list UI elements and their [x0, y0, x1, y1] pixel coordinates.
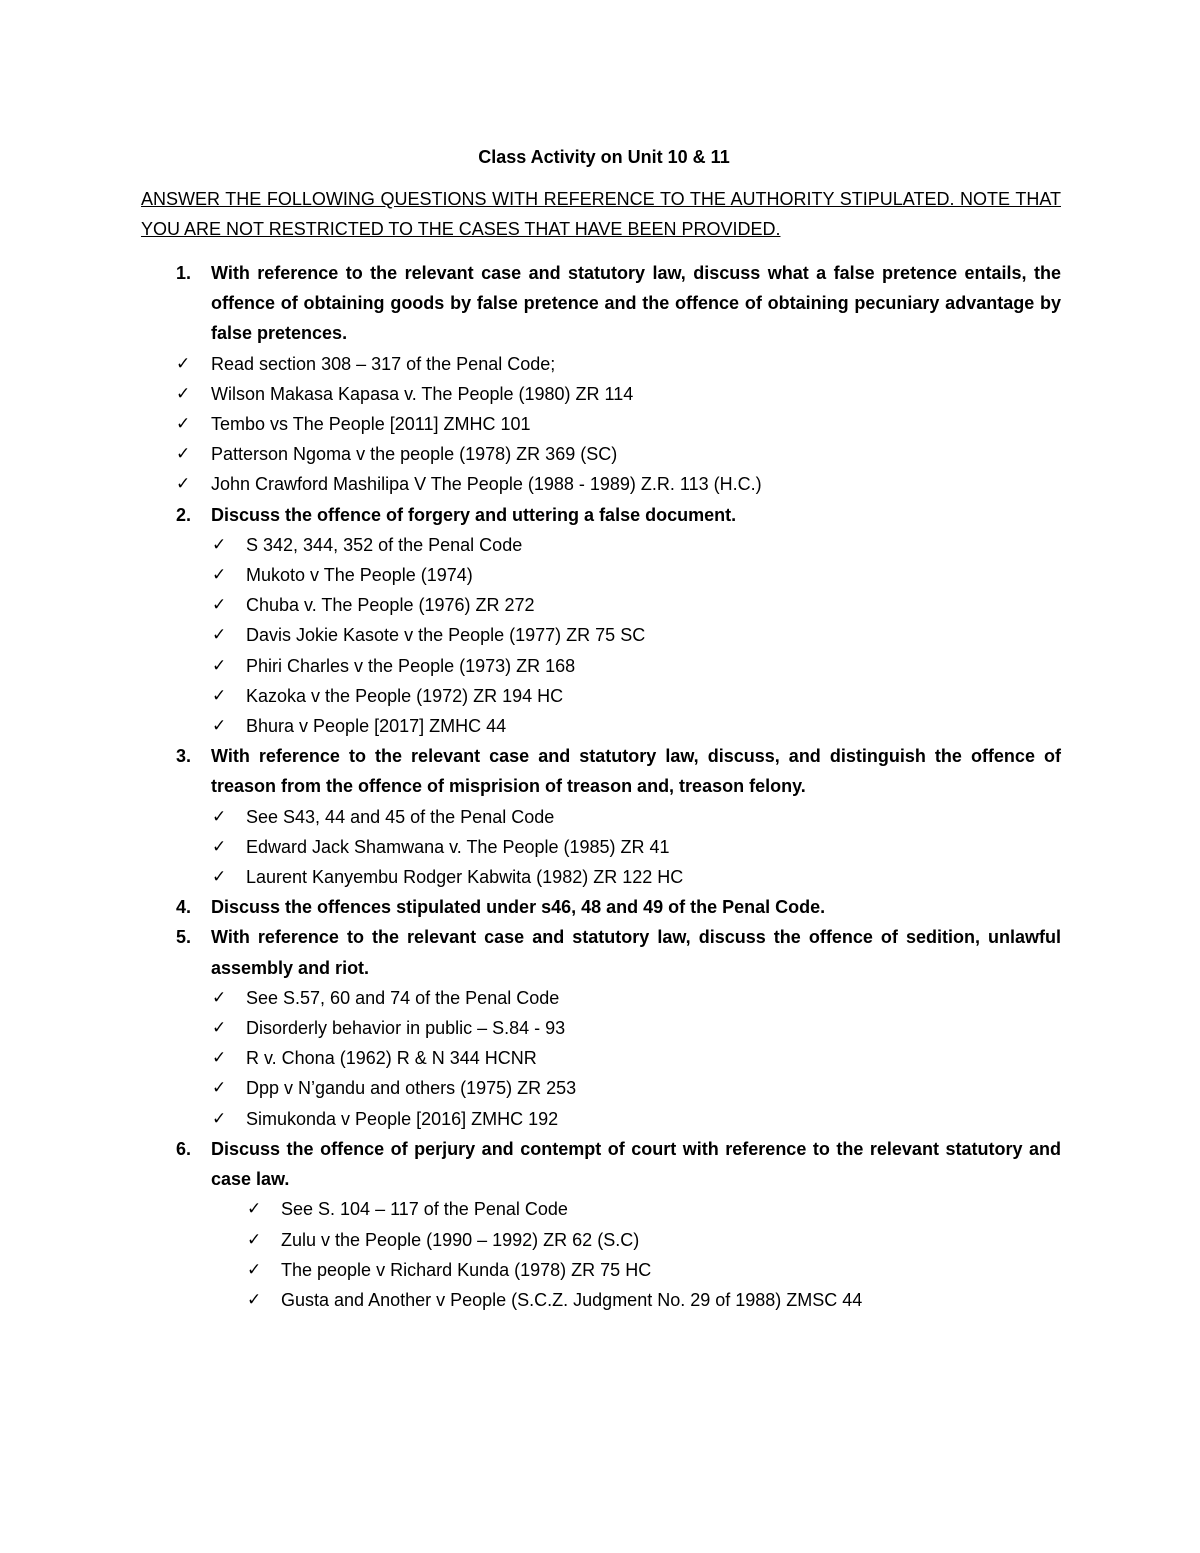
- reference-text: Simukonda v People [2016] ZMHC 192: [246, 1108, 559, 1129]
- reference-text: John Crawford Mashilipa V The People (1988 - 1989) Z.R. 113 (H.C.): [211, 474, 762, 495]
- checkmark-icon: ✓: [247, 1199, 262, 1220]
- reference-item: [141, 409, 1061, 439]
- reference-item: [141, 832, 1061, 862]
- question-number: 6.: [176, 1138, 192, 1159]
- question-number: 5.: [176, 927, 192, 948]
- question-number: 1.: [176, 263, 192, 283]
- reference-item: [141, 560, 1061, 590]
- reference-list: [141, 349, 1061, 500]
- reference-text: Phiri Charles v the People (1973) ZR 168: [246, 655, 576, 676]
- reference-item: [141, 802, 1061, 832]
- reference-text: Disorderly behavior in public – S.84 - 93: [246, 1018, 566, 1039]
- reference-item: [141, 1255, 1061, 1285]
- checkmark-icon: ✓: [176, 474, 191, 495]
- reference-item: [141, 1285, 1061, 1315]
- reference-text: Edward Jack Shamwana v. The People (1985) ZR 41: [246, 836, 670, 857]
- document-title: Class Activity on Unit 10 & 11: [478, 147, 730, 167]
- question-4: [141, 892, 1061, 922]
- question-number: 2.: [176, 504, 192, 525]
- checkmark-icon: ✓: [212, 595, 227, 616]
- reference-text: Laurent Kanyembu Rodger Kabwita (1982) ZR 122 HC: [246, 867, 684, 888]
- reference-item: [141, 530, 1061, 560]
- reference-list: [141, 802, 1061, 893]
- question-number: 3.: [176, 746, 192, 767]
- reference-item: [141, 862, 1061, 892]
- reference-item: [141, 1104, 1061, 1134]
- reference-item: [141, 1013, 1061, 1043]
- reference-text: The people v Richard Kunda (1978) ZR 75 HC: [281, 1259, 652, 1280]
- reference-text: S 342, 344, 352 of the Penal Code: [246, 534, 523, 555]
- reference-list: [141, 983, 1061, 1134]
- checkmark-icon: ✓: [247, 1289, 262, 1310]
- reference-item: [141, 590, 1061, 620]
- reference-item: [141, 681, 1061, 711]
- checkmark-icon: ✓: [212, 836, 227, 857]
- checkmark-icon: ✓: [247, 1229, 262, 1250]
- reference-text: Tembo vs The People [2011] ZMHC 101: [211, 414, 531, 435]
- reference-item: [141, 379, 1061, 409]
- reference-item: [141, 349, 1061, 379]
- checkmark-icon: ✓: [212, 867, 227, 888]
- reference-text: Zulu v the People (1990 – 1992) ZR 62 (S.C): [281, 1229, 640, 1250]
- question-text: With reference to the relevant case and statutory law, discuss the offence of sedition, unlawful assembly and riot.: [211, 927, 1061, 978]
- checkmark-icon: ✓: [212, 534, 227, 555]
- reference-item: [141, 620, 1061, 650]
- checkmark-icon: ✓: [212, 565, 227, 586]
- checkmark-icon: ✓: [212, 655, 227, 676]
- reference-item: [141, 439, 1061, 469]
- reference-text: Bhura v People [2017] ZMHC 44: [246, 716, 507, 737]
- reference-item: [141, 651, 1061, 681]
- reference-text: Wilson Makasa Kapasa v. The People (1980) ZR 114: [211, 383, 634, 404]
- question-text: Discuss the offence of forgery and uttering a false document.: [211, 504, 737, 525]
- question-text: With reference to the relevant case and statutory law, discuss what a false pretence entails, the offence of obtaining goods by false pretence and the offence of obtaining pecuniary advantage by false pretences.: [211, 263, 1061, 344]
- reference-text: Mukoto v The People (1974): [246, 565, 473, 586]
- question-number: 4.: [176, 897, 192, 918]
- question-2: [141, 500, 1061, 742]
- reference-item: [141, 983, 1061, 1013]
- reference-item: [141, 1225, 1061, 1255]
- question-text: Discuss the offences stipulated under s46, 48 and 49 of the Penal Code.: [211, 897, 826, 918]
- reference-text: See S43, 44 and 45 of the Penal Code: [246, 806, 555, 827]
- question-list: [141, 258, 1061, 1315]
- checkmark-icon: ✓: [212, 625, 227, 646]
- reference-text: Gusta and Another v People (S.C.Z. Judgment No. 29 of 1988) ZMSC 44: [281, 1289, 863, 1310]
- reference-item: [141, 469, 1061, 499]
- question-3: [141, 741, 1061, 892]
- reference-text: R v. Chona (1962) R & N 344 HCNR: [246, 1048, 537, 1069]
- reference-item: [141, 711, 1061, 741]
- reference-text: See S.57, 60 and 74 of the Penal Code: [246, 987, 560, 1008]
- question-text: With reference to the relevant case and statutory law, discuss, and distinguish the offence of treason from the offence of misprision of treason and, treason felony.: [211, 746, 1061, 797]
- checkmark-icon: ✓: [176, 414, 191, 435]
- reference-item: [141, 1073, 1061, 1103]
- instruction-text: ANSWER THE FOLLOWING QUESTIONS WITH REFERENCE TO THE AUTHORITY STIPULATED. NOTE THAT YOU ARE NOT RESTRICTED TO THE CASES THAT HAVE BEEN PROVIDED.: [141, 189, 1061, 239]
- reference-text: Read section 308 – 317 of the Penal Code;: [211, 353, 556, 374]
- checkmark-icon: ✓: [176, 353, 191, 374]
- reference-text: Kazoka v the People (1972) ZR 194 HC: [246, 685, 564, 706]
- reference-item: [141, 1194, 1061, 1224]
- reference-text: Patterson Ngoma v the people (1978) ZR 369 (SC): [211, 444, 618, 465]
- question-1: [141, 258, 1061, 500]
- reference-item: [141, 1043, 1061, 1073]
- checkmark-icon: ✓: [212, 1048, 227, 1069]
- reference-text: Chuba v. The People (1976) ZR 272: [246, 595, 535, 616]
- question-5: [141, 922, 1061, 1133]
- checkmark-icon: ✓: [176, 383, 191, 404]
- checkmark-icon: ✓: [176, 444, 191, 465]
- checkmark-icon: ✓: [247, 1259, 262, 1280]
- reference-list: [141, 1194, 1061, 1315]
- question-text: Discuss the offence of perjury and contempt of court with reference to the relevant statutory and case law.: [211, 1138, 1061, 1190]
- reference-text: Dpp v N’gandu and others (1975) ZR 253: [246, 1078, 577, 1099]
- checkmark-icon: ✓: [212, 716, 227, 737]
- checkmark-icon: ✓: [212, 685, 227, 706]
- reference-list: [141, 530, 1061, 741]
- checkmark-icon: ✓: [212, 1108, 227, 1129]
- question-6: [141, 1134, 1061, 1315]
- checkmark-icon: ✓: [212, 1078, 227, 1099]
- reference-text: Davis Jokie Kasote v the People (1977) ZR 75 SC: [246, 625, 646, 646]
- checkmark-icon: ✓: [212, 806, 227, 827]
- checkmark-icon: ✓: [212, 1018, 227, 1039]
- checkmark-icon: ✓: [212, 987, 227, 1008]
- reference-text: See S. 104 – 117 of the Penal Code: [281, 1199, 568, 1220]
